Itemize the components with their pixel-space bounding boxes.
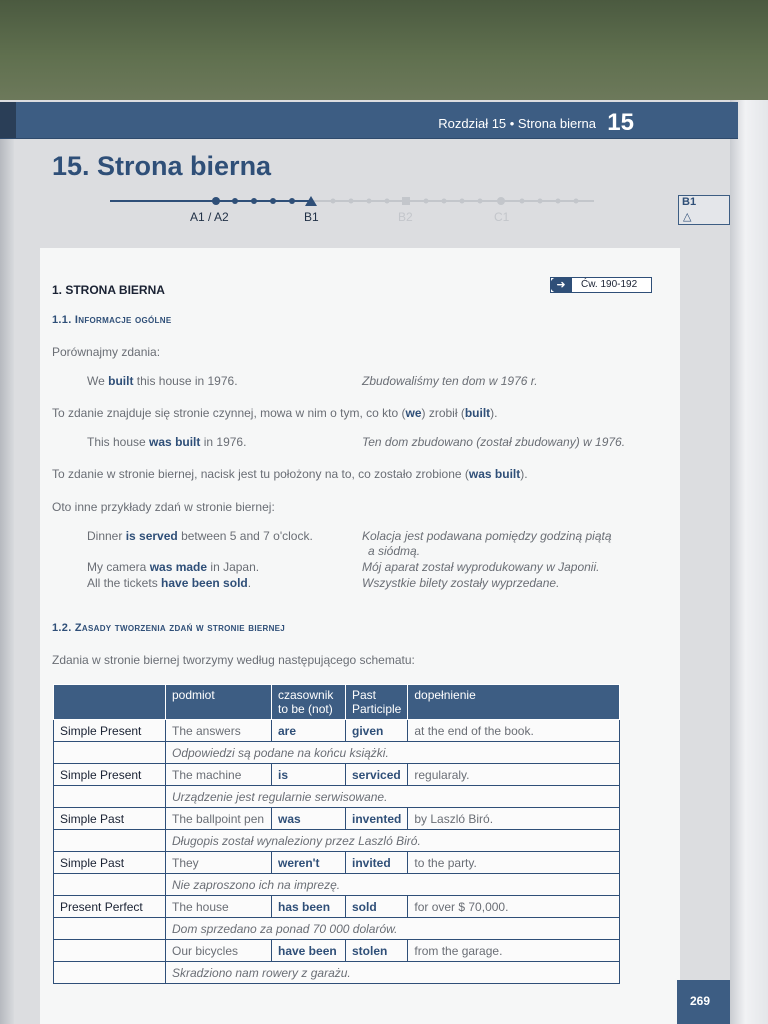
row-object-cell: to the party. <box>408 852 620 874</box>
level-label-b1: B1 <box>304 210 319 224</box>
level-dot <box>289 198 295 204</box>
table-translation-row <box>54 830 620 852</box>
text-span: ). <box>490 406 498 420</box>
text-span: To zdanie znajduje się stronie czynnej, mowa w nim o tym, co kto ( <box>52 406 406 420</box>
example-pl-3: Kolacja jest podawana pomiędzy godziną piątą <box>362 529 612 543</box>
subsection-title-2: 1.2. Zasady tworzenia zdań w stronie biernej <box>52 622 286 634</box>
level-dot <box>520 199 525 204</box>
text-span: in 1976. <box>200 435 247 449</box>
example-en-2 <box>87 435 246 449</box>
row-subject-cell: Our bicycles <box>166 940 272 962</box>
level-label-b2: B2 <box>398 210 413 224</box>
exercise-reference[interactable] <box>550 277 652 293</box>
header-line: Participle <box>352 702 402 716</box>
row-translation-cell: Dom sprzedano za ponad 70 000 dolarów. <box>166 918 620 940</box>
level-dot <box>367 199 372 204</box>
row-subject-cell: The machine <box>166 764 272 786</box>
row-object-cell: by Laszló Biró. <box>408 808 620 830</box>
level-badge-label: B1 <box>682 196 697 208</box>
text-span: . <box>247 576 252 590</box>
table-header-row <box>54 685 620 720</box>
row-subject-cell: The house <box>166 896 272 918</box>
row-object-cell: for over $ 70,000. <box>408 896 620 918</box>
explanation-1 <box>52 406 498 420</box>
exercise-reference-label: Ćw. 190-192 <box>581 279 638 290</box>
level-dot <box>349 199 354 204</box>
highlight-word: we <box>405 406 422 420</box>
page-gutter <box>0 138 14 1024</box>
row-tense-cell: Simple Past <box>54 808 166 830</box>
translation-blank-cell <box>54 830 166 852</box>
highlight-verb: have been sold <box>161 576 248 590</box>
level-dot <box>574 199 579 204</box>
level-label-a1a2: A1 / A2 <box>190 210 229 224</box>
level-dot <box>385 199 390 204</box>
text-span: ). <box>520 467 528 481</box>
table-row <box>54 852 620 874</box>
row-translation-cell: Odpowiedzi są podane na końcu książki. <box>166 742 620 764</box>
row-translation-cell: Urządzenie jest regularnie serwisowane. <box>166 786 620 808</box>
chapter-header-label: Rozdział 15 • Strona bierna <box>438 116 596 131</box>
highlight-verb: is served <box>125 529 178 543</box>
level-dot <box>478 199 483 204</box>
row-subject-cell: They <box>166 852 272 874</box>
example-pl-5: Wszystkie bilety zostały wyprzedane. <box>362 576 560 590</box>
section-title: 1. STRONA BIERNA <box>52 283 165 297</box>
row-object-cell: regularaly. <box>408 764 620 786</box>
explanation-2 <box>52 467 528 481</box>
level-marker-c1 <box>497 197 505 205</box>
level-dot-a1a2 <box>212 197 220 205</box>
arrow-right-icon: ➜ <box>550 277 572 293</box>
level-dot <box>232 198 238 204</box>
header-cell-tense <box>54 685 166 720</box>
header-line: to be (not) <box>278 702 333 716</box>
level-dot <box>460 199 465 204</box>
chapter-header-number: 15 <box>607 109 634 136</box>
row-tense-cell: Present Perfect <box>54 896 166 918</box>
level-badge <box>678 195 730 225</box>
table-row <box>54 808 620 830</box>
chapter-header-bar <box>0 102 738 138</box>
translation-blank-cell <box>54 742 166 764</box>
translation-blank-cell <box>54 786 166 808</box>
table-row <box>54 720 620 742</box>
row-be-cell: has been <box>272 896 346 918</box>
row-be-cell: was <box>272 808 346 830</box>
other-examples-intro: Oto inne przykłady zdań w stronie biernej: <box>52 500 275 514</box>
text-span: To zdanie w stronie biernej, nacisk jest tu położony na to, co zostało zrobione ( <box>52 467 469 481</box>
table-translation-row <box>54 874 620 896</box>
text-span: This house <box>87 435 150 449</box>
level-dot <box>556 199 561 204</box>
level-dot <box>424 199 429 204</box>
highlight-verb: built <box>108 374 134 388</box>
row-subject-cell: The ballpoint pen <box>166 808 272 830</box>
subsection-title-1: 1.1. Informacje ogólne <box>52 314 172 326</box>
table-translation-row <box>54 918 620 940</box>
header-cell-be <box>272 685 346 720</box>
row-tense-cell: Simple Present <box>54 720 166 742</box>
highlight-verb: built <box>464 406 491 420</box>
example-pl-4: Mój aparat został wyprodukowany w Japonii. <box>362 560 600 574</box>
row-be-cell: is <box>272 764 346 786</box>
level-dot <box>538 199 543 204</box>
text-span: in Japan. <box>207 560 260 574</box>
example-en-3 <box>87 529 313 543</box>
table-translation-row <box>54 786 620 808</box>
table-translation-row <box>54 962 620 984</box>
example-en-4 <box>87 560 259 574</box>
highlight-verb: was built <box>468 467 521 481</box>
scan-background <box>0 0 768 104</box>
level-dot <box>251 198 257 204</box>
row-translation-cell: Skradziono nam rowery z garażu. <box>166 962 620 984</box>
page-edge <box>730 100 768 1024</box>
level-dot <box>442 199 447 204</box>
row-pp-cell: sold <box>346 896 408 918</box>
header-line: Past <box>352 688 377 702</box>
level-dot <box>331 199 336 204</box>
row-be-cell: are <box>272 720 346 742</box>
header-line: czasownik <box>278 688 334 702</box>
text-span: All the tickets <box>87 576 162 590</box>
triangle-icon: △ <box>683 210 692 223</box>
row-translation-cell: Długopis został wynaleziony przez Laszló Biró. <box>166 830 620 852</box>
row-be-cell: weren't <box>272 852 346 874</box>
header-cell-subject: podmiot <box>166 685 272 720</box>
example-pl-3-cont: a siódmą. <box>368 544 421 558</box>
table-row <box>54 764 620 786</box>
header-cell-object: dopełnienie <box>408 685 620 720</box>
table-row <box>54 940 620 962</box>
row-object-cell: from the garage. <box>408 940 620 962</box>
highlight-verb: was built <box>149 435 201 449</box>
page-number: 269 <box>689 994 711 1008</box>
level-label-c1: C1 <box>494 210 510 224</box>
translation-blank-cell <box>54 918 166 940</box>
example-en-1 <box>87 374 238 388</box>
translation-blank-cell <box>54 874 166 896</box>
row-pp-cell: invented <box>346 808 408 830</box>
table-row <box>54 896 620 918</box>
text-span: Dinner <box>87 529 126 543</box>
header-cell-pp <box>346 685 408 720</box>
level-scale <box>108 190 608 230</box>
text-span: We <box>87 374 109 388</box>
table-body <box>54 720 620 984</box>
row-tense-cell <box>54 940 166 962</box>
text-span: this house in 1976. <box>133 374 238 388</box>
text-span: ) zrobił ( <box>421 406 465 420</box>
example-pl-1: Zbudowaliśmy ten dom w 1976 r. <box>362 374 538 388</box>
example-pl-2: Ten dom zbudowano (został zbudowany) w 1976. <box>362 435 626 449</box>
text-span: between 5 and 7 o'clock. <box>177 529 313 543</box>
intro-text: Porównajmy zdania: <box>52 345 161 359</box>
row-tense-cell: Simple Present <box>54 764 166 786</box>
row-tense-cell: Simple Past <box>54 852 166 874</box>
level-dot <box>270 198 276 204</box>
row-translation-cell: Nie zaproszono ich na imprezę. <box>166 874 620 896</box>
highlight-verb: was made <box>149 560 208 574</box>
schema-intro: Zdania w stronie biernej tworzymy według następującego schematu: <box>52 653 415 667</box>
row-subject-cell: The answers <box>166 720 272 742</box>
level-marker-b2 <box>402 197 410 205</box>
row-pp-cell: given <box>346 720 408 742</box>
text-span: My camera <box>87 560 150 574</box>
table-translation-row <box>54 742 620 764</box>
row-object-cell: at the end of the book. <box>408 720 620 742</box>
page-number-tab <box>677 980 730 1024</box>
example-en-5 <box>87 576 251 590</box>
row-pp-cell: stolen <box>346 940 408 962</box>
chapter-title: 15. Strona bierna <box>52 151 272 181</box>
row-be-cell: have been <box>272 940 346 962</box>
level-scale-line <box>108 190 608 210</box>
row-pp-cell: serviced <box>346 764 408 786</box>
row-pp-cell: invited <box>346 852 408 874</box>
translation-blank-cell <box>54 962 166 984</box>
passive-schema-table <box>53 684 620 984</box>
